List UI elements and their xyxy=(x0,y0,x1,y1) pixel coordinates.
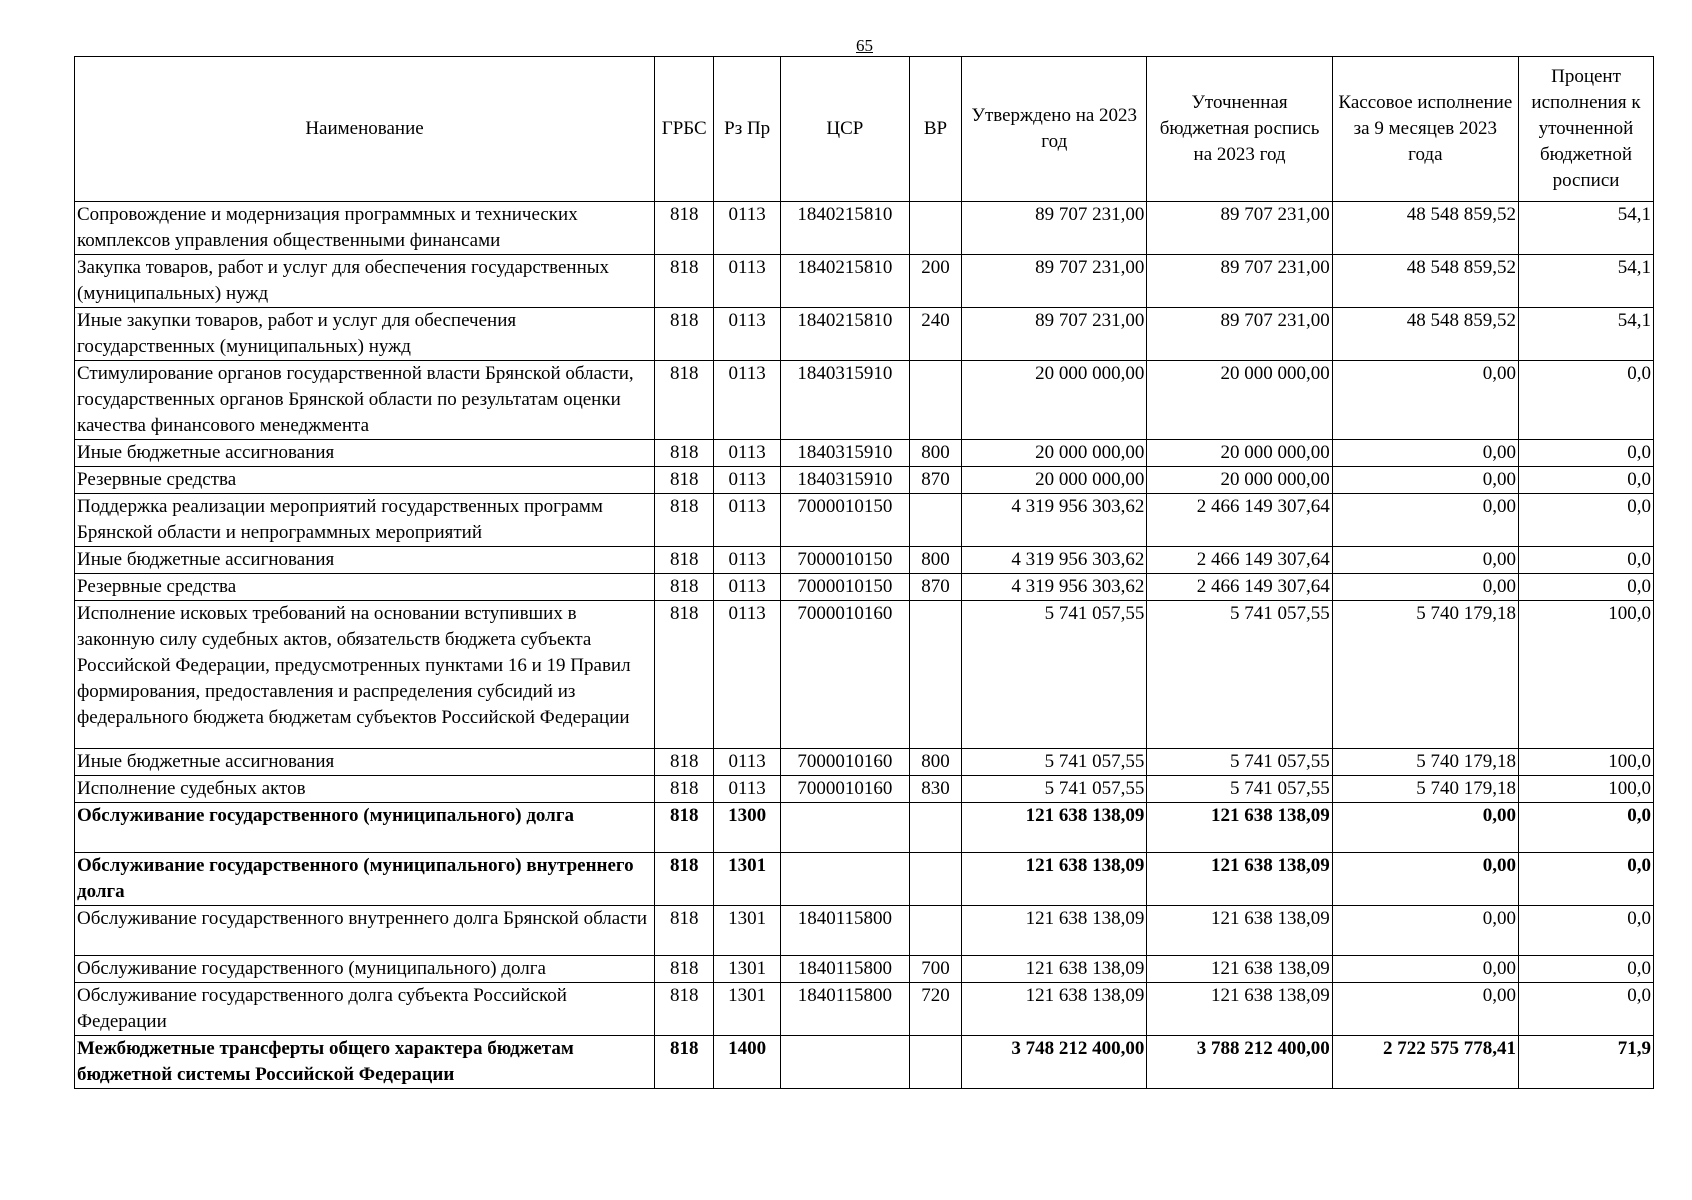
cell-refined: 121 638 138,09 xyxy=(1147,906,1332,956)
cell-vr: 830 xyxy=(909,776,961,803)
table-row xyxy=(75,749,1654,776)
cell-approved: 20 000 000,00 xyxy=(962,361,1147,440)
cell-grbs: 818 xyxy=(655,467,714,494)
cell-cash: 0,00 xyxy=(1332,853,1518,906)
cell-csr: 1840215810 xyxy=(780,255,909,308)
cell-approved: 89 707 231,00 xyxy=(962,255,1147,308)
cell-cash: 0,00 xyxy=(1332,956,1518,983)
cell-rzpr: 0113 xyxy=(714,601,780,749)
header-vr: ВР xyxy=(909,57,961,202)
table-row xyxy=(75,547,1654,574)
cell-rzpr: 1301 xyxy=(714,853,780,906)
cell-grbs: 818 xyxy=(655,494,714,547)
cell-approved: 4 319 956 303,62 xyxy=(962,574,1147,601)
cell-csr: 1840315910 xyxy=(780,361,909,440)
cell-grbs: 818 xyxy=(655,308,714,361)
cell-csr: 1840115800 xyxy=(780,956,909,983)
cell-approved: 121 638 138,09 xyxy=(962,983,1147,1036)
cell-csr xyxy=(780,853,909,906)
cell-grbs: 818 xyxy=(655,906,714,956)
cell-name: Обслуживание государственного долга субъекта Российской Федерации xyxy=(75,983,655,1036)
cell-grbs: 818 xyxy=(655,547,714,574)
cell-refined: 121 638 138,09 xyxy=(1147,956,1332,983)
table-row xyxy=(75,776,1654,803)
cell-csr: 7000010150 xyxy=(780,547,909,574)
cell-approved: 20 000 000,00 xyxy=(962,440,1147,467)
cell-rzpr: 0113 xyxy=(714,467,780,494)
cell-refined: 20 000 000,00 xyxy=(1147,440,1332,467)
cell-refined: 5 741 057,55 xyxy=(1147,776,1332,803)
cell-name: Иные бюджетные ассигнования xyxy=(75,749,655,776)
cell-csr: 1840215810 xyxy=(780,308,909,361)
cell-percent: 54,1 xyxy=(1519,308,1654,361)
cell-percent: 0,0 xyxy=(1519,906,1654,956)
header-csr: ЦСР xyxy=(780,57,909,202)
table-row xyxy=(75,361,1654,440)
cell-rzpr: 1301 xyxy=(714,983,780,1036)
cell-csr: 1840115800 xyxy=(780,906,909,956)
cell-cash: 0,00 xyxy=(1332,906,1518,956)
table-row xyxy=(75,494,1654,547)
cell-refined: 121 638 138,09 xyxy=(1147,983,1332,1036)
cell-name: Иные закупки товаров, работ и услуг для обеспечения государственных (муниципальных) нужд xyxy=(75,308,655,361)
cell-csr: 1840315910 xyxy=(780,440,909,467)
cell-refined: 89 707 231,00 xyxy=(1147,202,1332,255)
cell-percent: 0,0 xyxy=(1519,361,1654,440)
table-header-row xyxy=(75,57,1654,202)
cell-vr: 870 xyxy=(909,467,961,494)
cell-name: Поддержка реализации мероприятий государственных программ Брянской области и непрограммных мероприятий xyxy=(75,494,655,547)
cell-rzpr: 0113 xyxy=(714,574,780,601)
cell-approved: 4 319 956 303,62 xyxy=(962,494,1147,547)
table-row xyxy=(75,255,1654,308)
cell-csr xyxy=(780,803,909,853)
cell-vr: 800 xyxy=(909,749,961,776)
cell-percent: 100,0 xyxy=(1519,749,1654,776)
cell-approved: 20 000 000,00 xyxy=(962,467,1147,494)
header-cash: Кассовое исполнение за 9 месяцев 2023 года xyxy=(1332,57,1518,202)
cell-refined: 2 466 149 307,64 xyxy=(1147,547,1332,574)
cell-csr: 1840315910 xyxy=(780,467,909,494)
cell-grbs: 818 xyxy=(655,956,714,983)
cell-vr: 200 xyxy=(909,255,961,308)
cell-vr: 240 xyxy=(909,308,961,361)
cell-grbs: 818 xyxy=(655,202,714,255)
header-grbs: ГРБС xyxy=(655,57,714,202)
cell-refined: 3 788 212 400,00 xyxy=(1147,1036,1332,1089)
cell-approved: 4 319 956 303,62 xyxy=(962,547,1147,574)
cell-csr: 7000010160 xyxy=(780,601,909,749)
cell-csr: 7000010160 xyxy=(780,776,909,803)
cell-name: Иные бюджетные ассигнования xyxy=(75,547,655,574)
cell-grbs: 818 xyxy=(655,749,714,776)
cell-rzpr: 1300 xyxy=(714,803,780,853)
cell-name: Иные бюджетные ассигнования xyxy=(75,440,655,467)
cell-name: Закупка товаров, работ и услуг для обеспечения государственных (муниципальных) нужд xyxy=(75,255,655,308)
cell-percent: 100,0 xyxy=(1519,776,1654,803)
cell-cash: 48 548 859,52 xyxy=(1332,255,1518,308)
cell-approved: 121 638 138,09 xyxy=(962,956,1147,983)
cell-name: Межбюджетные трансферты общего характера бюджетам бюджетной системы Российской Федерации xyxy=(75,1036,655,1089)
cell-approved: 121 638 138,09 xyxy=(962,906,1147,956)
table-row xyxy=(75,983,1654,1036)
cell-refined: 2 466 149 307,64 xyxy=(1147,574,1332,601)
cell-grbs: 818 xyxy=(655,983,714,1036)
cell-percent: 0,0 xyxy=(1519,440,1654,467)
cell-percent: 0,0 xyxy=(1519,467,1654,494)
cell-vr xyxy=(909,601,961,749)
budget-table xyxy=(74,56,1654,1089)
cell-cash: 5 740 179,18 xyxy=(1332,776,1518,803)
cell-approved: 5 741 057,55 xyxy=(962,749,1147,776)
cell-approved: 3 748 212 400,00 xyxy=(962,1036,1147,1089)
table-row xyxy=(75,601,1654,749)
cell-csr: 7000010150 xyxy=(780,574,909,601)
cell-approved: 89 707 231,00 xyxy=(962,308,1147,361)
cell-cash: 0,00 xyxy=(1332,574,1518,601)
cell-percent: 0,0 xyxy=(1519,853,1654,906)
cell-approved: 121 638 138,09 xyxy=(962,803,1147,853)
cell-rzpr: 0113 xyxy=(714,308,780,361)
cell-name: Резервные средства xyxy=(75,467,655,494)
table-row xyxy=(75,467,1654,494)
cell-csr: 7000010160 xyxy=(780,749,909,776)
cell-cash: 0,00 xyxy=(1332,494,1518,547)
cell-csr: 7000010150 xyxy=(780,494,909,547)
cell-refined: 20 000 000,00 xyxy=(1147,361,1332,440)
cell-refined: 2 466 149 307,64 xyxy=(1147,494,1332,547)
cell-name: Обслуживание государственного внутреннего долга Брянской области xyxy=(75,906,655,956)
cell-percent: 0,0 xyxy=(1519,547,1654,574)
cell-name: Стимулирование органов государственной власти Брянской области, государственных органов Брянской области по результатам оценки качества финансового менеджмента xyxy=(75,361,655,440)
cell-rzpr: 0113 xyxy=(714,776,780,803)
cell-rzpr: 1301 xyxy=(714,906,780,956)
cell-grbs: 818 xyxy=(655,803,714,853)
cell-cash: 2 722 575 778,41 xyxy=(1332,1036,1518,1089)
cell-approved: 121 638 138,09 xyxy=(962,853,1147,906)
cell-vr xyxy=(909,494,961,547)
table-row xyxy=(75,1036,1654,1089)
cell-name: Обслуживание государственного (муниципального) долга xyxy=(75,956,655,983)
cell-vr xyxy=(909,803,961,853)
cell-refined: 89 707 231,00 xyxy=(1147,255,1332,308)
cell-vr xyxy=(909,361,961,440)
cell-refined: 5 741 057,55 xyxy=(1147,601,1332,749)
cell-name: Обслуживание государственного (муниципального) внутреннего долга xyxy=(75,853,655,906)
cell-percent: 0,0 xyxy=(1519,494,1654,547)
cell-vr: 800 xyxy=(909,547,961,574)
cell-cash: 0,00 xyxy=(1332,803,1518,853)
cell-csr: 1840215810 xyxy=(780,202,909,255)
cell-rzpr: 0113 xyxy=(714,202,780,255)
cell-name: Обслуживание государственного (муниципального) долга xyxy=(75,803,655,853)
cell-vr xyxy=(909,202,961,255)
cell-grbs: 818 xyxy=(655,601,714,749)
table-row xyxy=(75,440,1654,467)
cell-refined: 121 638 138,09 xyxy=(1147,803,1332,853)
cell-csr xyxy=(780,1036,909,1089)
header-rzpr: Рз Пр xyxy=(714,57,780,202)
cell-refined: 20 000 000,00 xyxy=(1147,467,1332,494)
cell-csr: 1840115800 xyxy=(780,983,909,1036)
cell-grbs: 818 xyxy=(655,853,714,906)
cell-name: Исполнение исковых требований на основании вступивших в законную силу судебных актов, обязательств бюджета субъекта Российской Федерации, предусмотренных пунктами 16 и 19 Правил формирования, предоставления и распределения субсидий из федерального бюджета бюджетам субъектов Российской Федерации xyxy=(75,601,655,749)
cell-percent: 0,0 xyxy=(1519,983,1654,1036)
cell-percent: 71,9 xyxy=(1519,1036,1654,1089)
cell-approved: 5 741 057,55 xyxy=(962,601,1147,749)
cell-grbs: 818 xyxy=(655,361,714,440)
cell-vr xyxy=(909,906,961,956)
cell-percent: 100,0 xyxy=(1519,601,1654,749)
cell-rzpr: 0113 xyxy=(714,547,780,574)
cell-cash: 0,00 xyxy=(1332,983,1518,1036)
table-row xyxy=(75,574,1654,601)
cell-vr xyxy=(909,1036,961,1089)
cell-cash: 48 548 859,52 xyxy=(1332,202,1518,255)
cell-rzpr: 0113 xyxy=(714,361,780,440)
page-number: 65 xyxy=(856,36,873,55)
cell-percent: 0,0 xyxy=(1519,574,1654,601)
cell-cash: 0,00 xyxy=(1332,547,1518,574)
table-row xyxy=(75,308,1654,361)
cell-cash: 0,00 xyxy=(1332,361,1518,440)
cell-grbs: 818 xyxy=(655,255,714,308)
table-row xyxy=(75,853,1654,906)
cell-refined: 89 707 231,00 xyxy=(1147,308,1332,361)
cell-name: Исполнение судебных актов xyxy=(75,776,655,803)
table-row xyxy=(75,956,1654,983)
cell-approved: 5 741 057,55 xyxy=(962,776,1147,803)
cell-refined: 5 741 057,55 xyxy=(1147,749,1332,776)
header-approved: Утверждено на 2023 год xyxy=(962,57,1147,202)
cell-name: Резервные средства xyxy=(75,574,655,601)
cell-refined: 121 638 138,09 xyxy=(1147,853,1332,906)
table-row xyxy=(75,906,1654,956)
cell-grbs: 818 xyxy=(655,440,714,467)
table-body xyxy=(75,202,1654,1089)
cell-vr: 720 xyxy=(909,983,961,1036)
cell-cash: 0,00 xyxy=(1332,467,1518,494)
cell-percent: 54,1 xyxy=(1519,255,1654,308)
cell-cash: 5 740 179,18 xyxy=(1332,749,1518,776)
cell-vr: 870 xyxy=(909,574,961,601)
cell-name: Сопровождение и модернизация программных и технических комплексов управления общественными финансами xyxy=(75,202,655,255)
cell-percent: 54,1 xyxy=(1519,202,1654,255)
cell-approved: 89 707 231,00 xyxy=(962,202,1147,255)
cell-vr: 800 xyxy=(909,440,961,467)
cell-vr xyxy=(909,853,961,906)
cell-rzpr: 1400 xyxy=(714,1036,780,1089)
header-percent: Процент исполнения к уточненной бюджетной росписи xyxy=(1519,57,1654,202)
cell-cash: 0,00 xyxy=(1332,440,1518,467)
cell-cash: 48 548 859,52 xyxy=(1332,308,1518,361)
cell-grbs: 818 xyxy=(655,776,714,803)
cell-rzpr: 0113 xyxy=(714,494,780,547)
cell-cash: 5 740 179,18 xyxy=(1332,601,1518,749)
table-row xyxy=(75,803,1654,853)
cell-rzpr: 1301 xyxy=(714,956,780,983)
table-row xyxy=(75,202,1654,255)
cell-rzpr: 0113 xyxy=(714,255,780,308)
cell-rzpr: 0113 xyxy=(714,440,780,467)
cell-percent: 0,0 xyxy=(1519,803,1654,853)
cell-percent: 0,0 xyxy=(1519,956,1654,983)
cell-vr: 700 xyxy=(909,956,961,983)
cell-grbs: 818 xyxy=(655,1036,714,1089)
cell-rzpr: 0113 xyxy=(714,749,780,776)
cell-grbs: 818 xyxy=(655,574,714,601)
header-refined: Уточненная бюджетная роспись на 2023 год xyxy=(1147,57,1332,202)
header-name: Наименование xyxy=(75,57,655,202)
